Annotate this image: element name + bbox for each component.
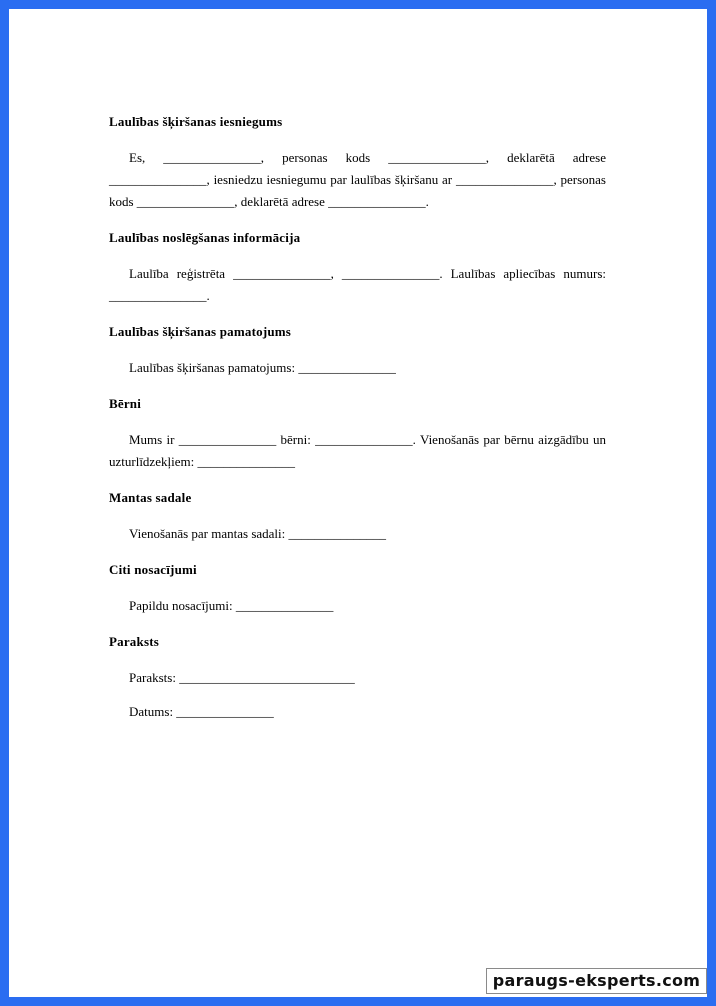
paragraph-other-terms: Papildu nosacījumi: _______________ [129,598,334,613]
section-heading-children: Bērni [109,396,142,411]
paragraph-property-division: Vienošanās par mantas sadali: _______________ [129,526,387,541]
paragraph-divorce-application: Es, _______________, personas kods _______________, deklarētā adrese _______________, iesniedzu iesniegumu par laulības šķiršanu ar _______________, personas kods _______________, deklarētā adrese _______________. [109,150,606,209]
paragraph-children: Mums ir _______________ bērni: _______________. Vienošanās par bērnu aizgādību un uzturlīdzekļiem: _______________ [109,432,606,469]
section-heading-divorce-application: Laulības šķiršanas iesniegums [109,114,283,129]
document-content [109,105,606,723]
section-heading-marriage-info: Laulības noslēgšanas informācija [109,230,301,245]
paragraph-signature-line: Paraksts: ___________________________ [129,670,355,685]
document-page [9,9,707,997]
section-heading-divorce-grounds: Laulības šķiršanas pamatojums [109,324,292,339]
section-heading-property-division: Mantas sadale [109,490,192,505]
section-heading-other-terms: Citi nosacījumi [109,562,197,577]
paragraph-date-line: Datums: _______________ [129,704,274,719]
watermark-badge: paraugs-eksperts.com [486,968,707,994]
paragraph-marriage-info: Laulība reģistrēta _______________, _______________. Laulības apliecības numurs: _______________. [109,266,606,303]
paragraph-divorce-grounds: Laulības šķiršanas pamatojums: _______________ [129,360,396,375]
section-heading-signature: Paraksts [109,634,159,649]
